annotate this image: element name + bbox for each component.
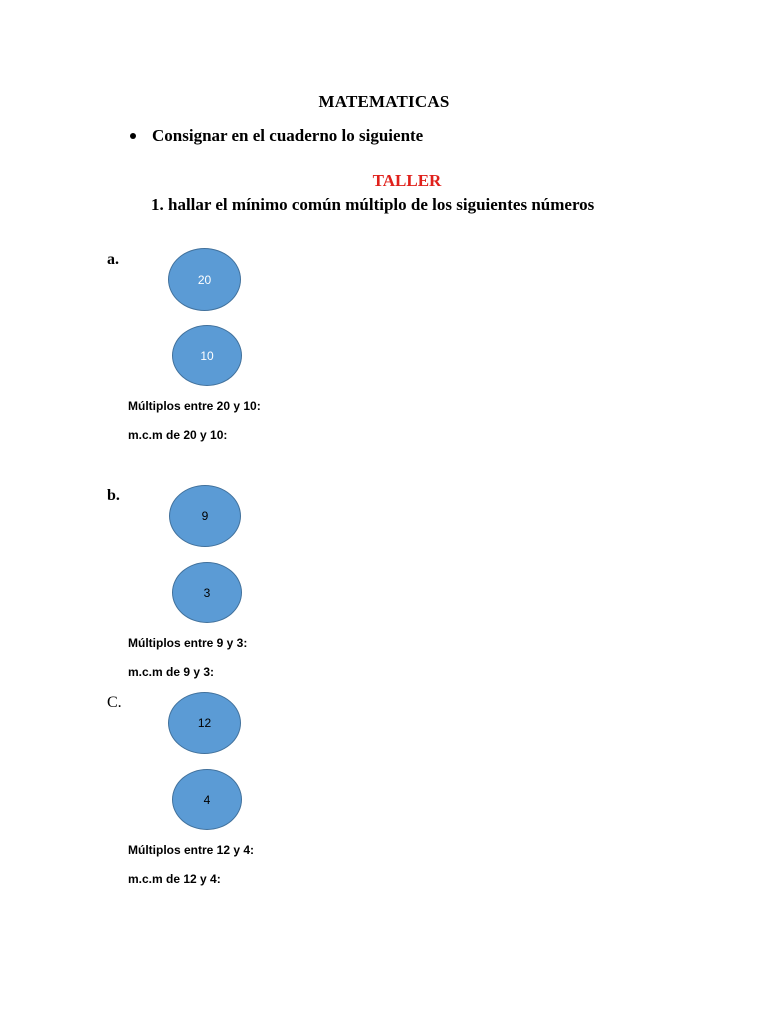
page-title: MATEMATICAS xyxy=(318,92,450,111)
multiples-label: Múltiplos entre 20 y 10: xyxy=(128,399,261,413)
exercise-letter: a. xyxy=(107,251,119,268)
bullet-item xyxy=(126,126,423,146)
number-circle xyxy=(172,769,242,830)
circle-number: 12 xyxy=(197,716,212,730)
circle-number: 3 xyxy=(203,585,211,600)
mcm-label: m.c.m de 12 y 4: xyxy=(128,872,221,886)
number-circle xyxy=(168,248,241,311)
exercise-letter: C. xyxy=(107,694,122,711)
multiples-label: Múltiplos entre 9 y 3: xyxy=(128,636,248,650)
bullet-dot-icon xyxy=(130,133,136,139)
multiples-label: Múltiplos entre 12 y 4: xyxy=(128,843,255,857)
number-circle xyxy=(172,325,242,386)
number-circle xyxy=(168,692,241,754)
number-circle xyxy=(172,562,242,623)
circle-number: 20 xyxy=(197,272,212,287)
section-title: TALLER xyxy=(372,171,442,190)
number-circle xyxy=(169,485,241,547)
exercise-letter: b. xyxy=(107,487,120,504)
circle-number: 9 xyxy=(201,509,209,523)
bullet-text: Consignar en el cuaderno lo siguiente xyxy=(152,126,424,145)
instruction-text: 1. hallar el mínimo común múltiplo de los siguientes números xyxy=(151,195,595,214)
circle-number: 10 xyxy=(200,348,214,363)
circle-number: 4 xyxy=(203,792,211,807)
mcm-label: m.c.m de 20 y 10: xyxy=(128,428,228,442)
mcm-label: m.c.m de 9 y 3: xyxy=(128,665,215,679)
